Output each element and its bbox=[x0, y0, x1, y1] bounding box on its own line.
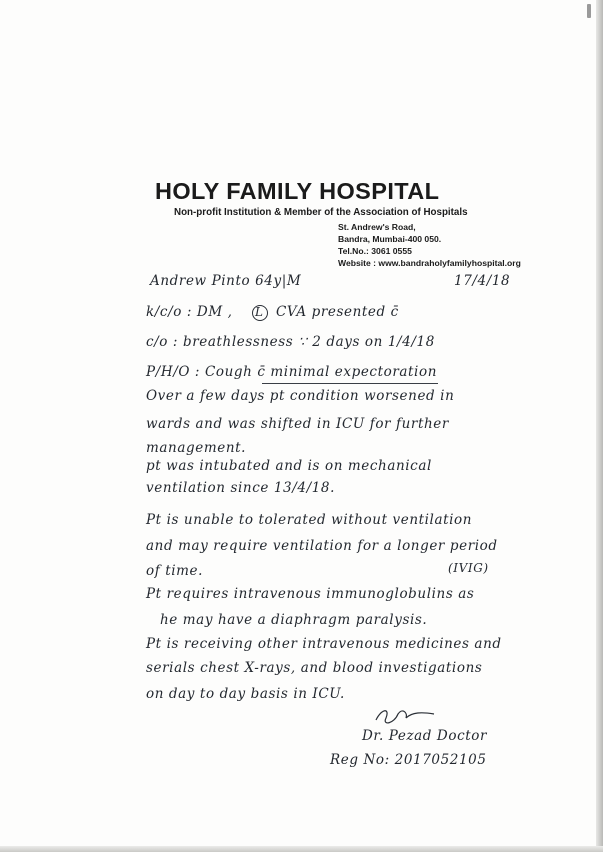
complaint-line: c/o : breathlessness ∵ 2 days on 1/4/18 bbox=[146, 334, 435, 350]
kco-rest: CVA presented c̄ bbox=[276, 304, 399, 320]
note-line: Over a few days pt condition worsened in bbox=[146, 388, 455, 404]
note-line: he may have a diaphragm paralysis. bbox=[160, 612, 428, 628]
pho-line: P/H/O : Cough c̄ minimal expectoration bbox=[146, 364, 437, 380]
note-line: pt was intubated and is on mechanical bbox=[146, 458, 432, 474]
signature-scribble bbox=[372, 704, 442, 728]
address-line-1: St. Andrew's Road, bbox=[338, 222, 416, 232]
underline bbox=[262, 383, 438, 384]
patient-name: Andrew Pinto 64y|M bbox=[150, 273, 302, 289]
note-line: Pt is unable to tolerated without ventilation bbox=[146, 512, 473, 528]
staple-mark bbox=[587, 4, 591, 18]
address-line-2: Bandra, Mumbai-400 050. bbox=[338, 234, 442, 244]
doctor-name: Dr. Pezad Doctor bbox=[362, 728, 488, 744]
note-line: serials chest X-rays, and blood investigations bbox=[146, 660, 483, 676]
note-date: 17/4/18 bbox=[454, 273, 511, 289]
note-line: on day to day basis in ICU. bbox=[146, 686, 345, 702]
note-line: Pt requires intravenous immunoglobulins as bbox=[146, 586, 475, 602]
kco-label: k/c/o : DM , bbox=[146, 304, 233, 320]
note-line: Pt is receiving other intravenous medicines and bbox=[146, 636, 502, 652]
note-line: ventilation since 13/4/18. bbox=[146, 480, 335, 496]
hospital-name: HOLY FAMILY HOSPITAL bbox=[155, 178, 440, 204]
hospital-subtitle: Non-profit Institution & Member of the Association of Hospitals bbox=[174, 207, 468, 218]
telephone: Tel.No.: 3061 0555 bbox=[338, 246, 412, 256]
registration-number: Reg No: 2017052105 bbox=[330, 752, 487, 768]
page-bottom-shadow bbox=[0, 846, 603, 852]
kco-circled: L bbox=[255, 305, 264, 319]
note-line: management. bbox=[146, 440, 247, 456]
website: Website : www.bandraholyfamilyhospital.org bbox=[338, 258, 521, 268]
page-edge-shadow bbox=[596, 0, 603, 852]
note-line: and may require ventilation for a longer period bbox=[146, 538, 498, 554]
note-line: wards and was shifted in ICU for further bbox=[146, 416, 449, 432]
note-annotation: (IVIG) bbox=[448, 561, 489, 575]
note-line: of time. bbox=[146, 563, 204, 579]
